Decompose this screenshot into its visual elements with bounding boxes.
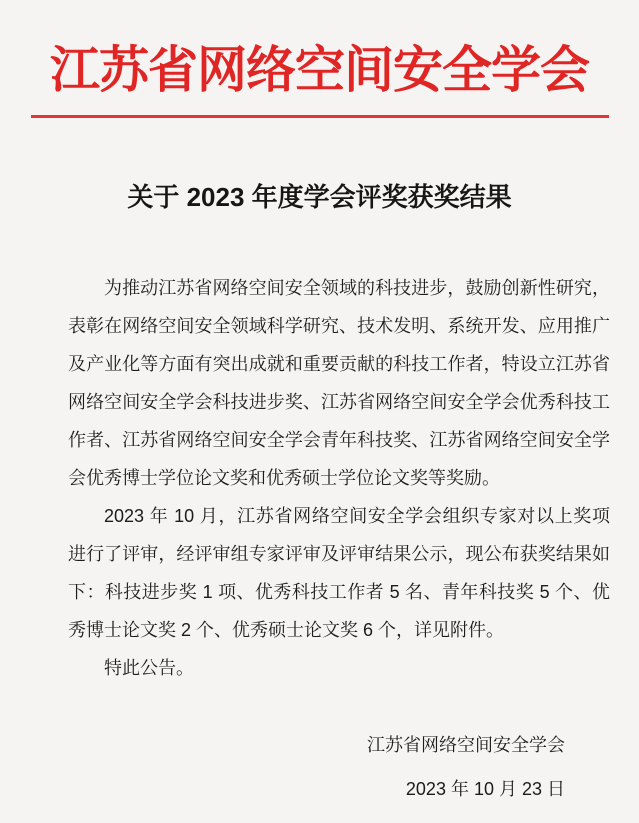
closing-statement: 特此公告。: [104, 658, 194, 678]
signature-block: [68, 725, 610, 809]
signature-date: 2023 年 10 月 23 日: [405, 779, 565, 799]
document-title: 关于 2023 年度学会评奖获奖结果: [127, 182, 512, 212]
paragraph-intro-awards: 为推动江苏省网络空间安全领域的科技进步，鼓励创新性研究，表彰在网络空间安全领域科学研究、技术发明、系统开发、应用推广及产业化等方面有突出成就和重要贡献的科技工作者，特设立江苏省网络空间安全学会科技进步奖、江苏省网络空间安全学会优秀科技工作者、江苏省网络空间安全学会青年科技奖、江苏省网络空间安全学会优秀博士学位论文奖和优秀硕士学位论文奖等奖励。: [68, 278, 610, 488]
paragraph-results: 2023 年 10 月，江苏省网络空间安全学会组织专家对以上奖项进行了评审，经评审组专家评审及评审结果公示，现公布获奖结果如下：科技进步奖 1 项、优秀科技工作者 5 名、青年科技奖 5 个、优秀博士论文奖 2 个、优秀硕士论文奖 6 个，详见附件。: [68, 506, 610, 640]
letterhead-org-name: 江苏省网络空间安全学会: [50, 42, 589, 98]
document-body: [68, 269, 610, 809]
letterhead: [0, 0, 639, 118]
document-main: [0, 118, 639, 809]
signature-org-name: 江苏省网络空间安全学会: [367, 735, 565, 755]
